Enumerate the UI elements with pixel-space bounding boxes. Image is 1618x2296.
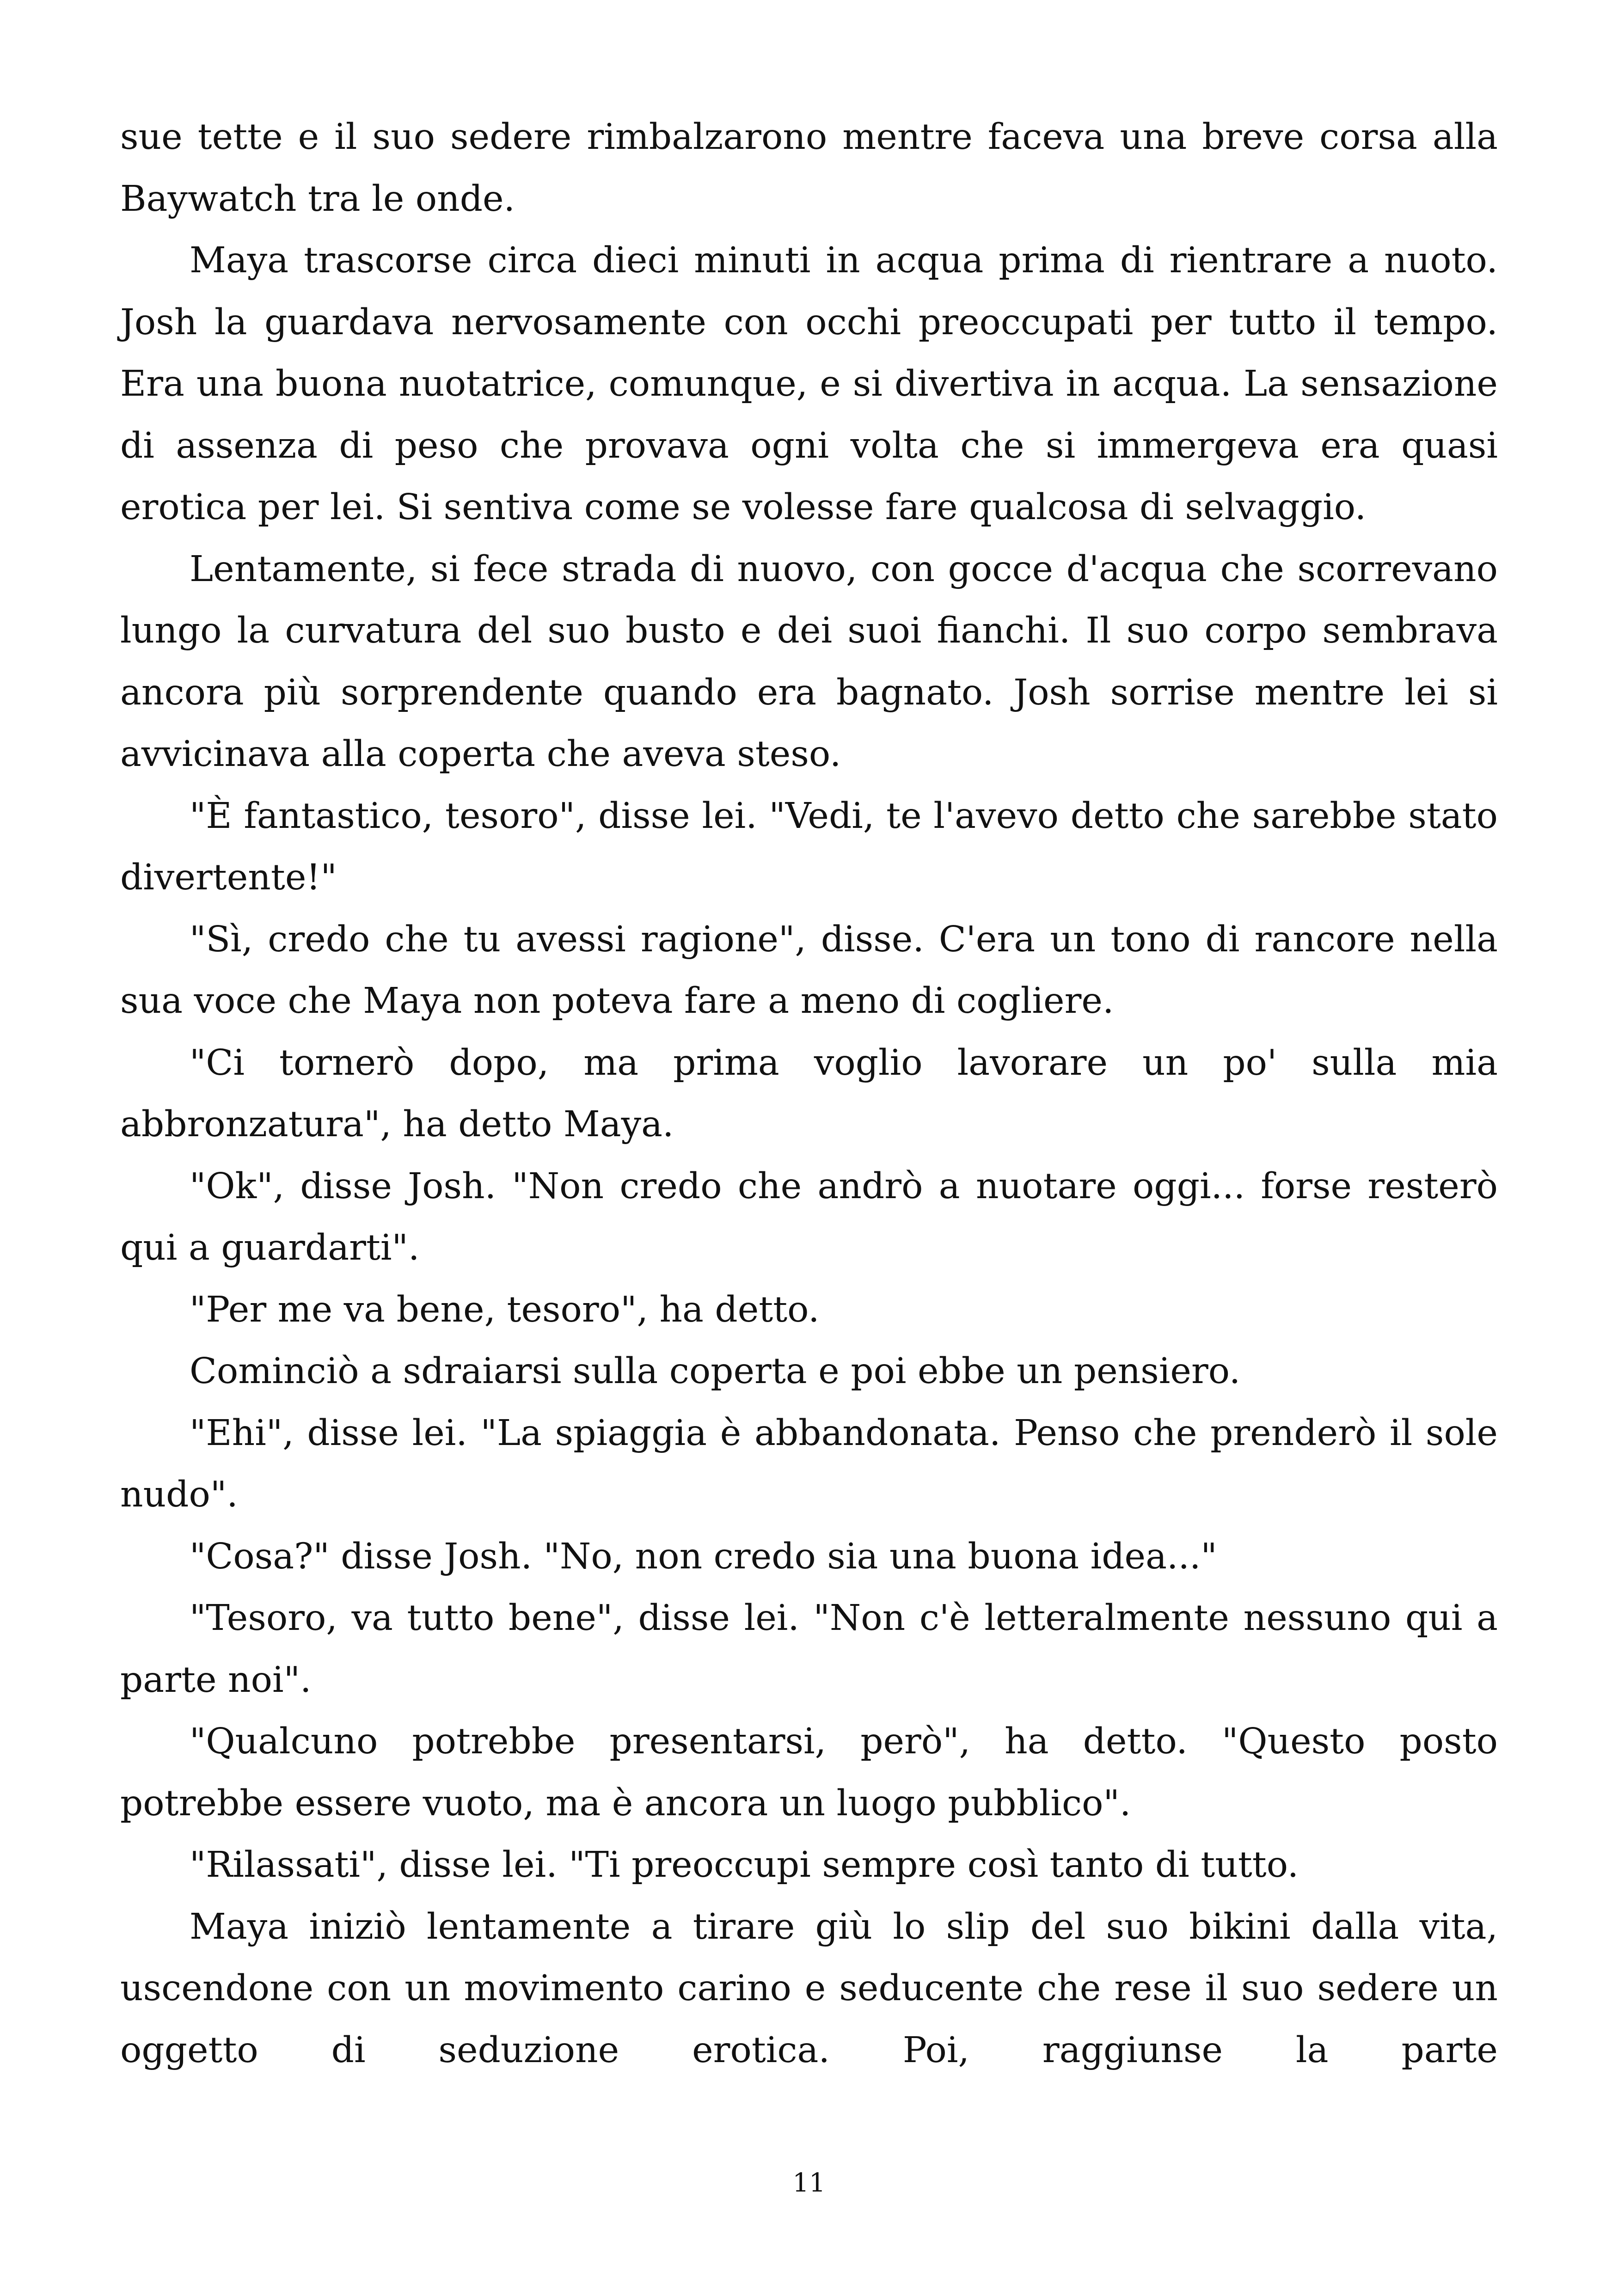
body-text (120, 106, 1498, 2081)
paragraph: "Cosa?" disse Josh. "No, non credo sia una buona idea..." (190, 1536, 1217, 1577)
paragraph: "Qualcuno potrebbe presentarsi, però", ha detto. "Questo posto potrebbe essere vuoto, ma è ancora un luogo pubblico". (120, 1721, 1498, 1824)
paragraph: "È fantastico, tesoro", disse lei. "Vedi, te l'avevo detto che sarebbe stato divertente!" (120, 795, 1498, 898)
paragraph: sue tette e il suo sedere rimbalzarono mentre faceva una breve corsa alla Baywatch tra le onde. (120, 116, 1498, 220)
paragraph: "Ci tornerò dopo, ma prima voglio lavorare un po' sulla mia abbronzatura", ha detto Maya. (120, 1042, 1498, 1145)
paragraph: "Per me va bene, tesoro", ha detto. (190, 1289, 820, 1330)
page-body (120, 106, 1498, 2279)
paragraph: Cominciò a sdraiarsi sulla coperta e poi ebbe un pensiero. (190, 1351, 1241, 1392)
paragraph: "Rilassati", disse lei. "Ti preoccupi sempre così tanto di tutto. (190, 1844, 1299, 1886)
paragraph: "Ehi", disse lei. "La spiaggia è abbandonata. Penso che prenderò il sole nudo". (120, 1412, 1498, 1515)
paragraph: "Tesoro, va tutto bene", disse lei. "Non c'è letteralmente nessuno qui a parte noi". (120, 1598, 1498, 1701)
paragraph: "Ok", disse Josh. "Non credo che andrò a nuotare oggi... forse resterò qui a guardarti". (120, 1165, 1498, 1268)
paragraph: Maya trascorse circa dieci minuti in acqua prima di rientrare a nuoto. Josh la guardava nervosamente con occhi preoccupati per tutto il tempo. Era una buona nuotatrice, comunque, e si divertiva in acqua. La sensazione di assenza di peso che provava ogni volta che si immergeva era quasi erotica per lei. Si sentiva come se volesse fare qualcosa di selvaggio. (120, 240, 1498, 528)
paragraph: Lentamente, si fece strada di nuovo, con gocce d'acqua che scorrevano lungo la curvatura del suo busto e dei suoi fianchi. Il suo corpo sembrava ancora più sorprendente quando era bagnato. Josh sorrise mentre lei si avvicinava alla coperta che aveva steso. (120, 548, 1498, 775)
paragraph: "Sì, credo che tu avessi ragione", disse. C'era un tono di rancore nella sua voce che Maya non poteva fare a meno di cogliere. (120, 918, 1498, 1022)
page-number: 11 (792, 2168, 826, 2198)
paragraph: Maya iniziò lentamente a tirare giù lo slip del suo bikini dalla vita, uscendone con un movimento carino e seducente che rese il suo sedere un oggetto di seduzione erotica. Poi, raggiunse la parte (120, 1906, 1498, 2071)
